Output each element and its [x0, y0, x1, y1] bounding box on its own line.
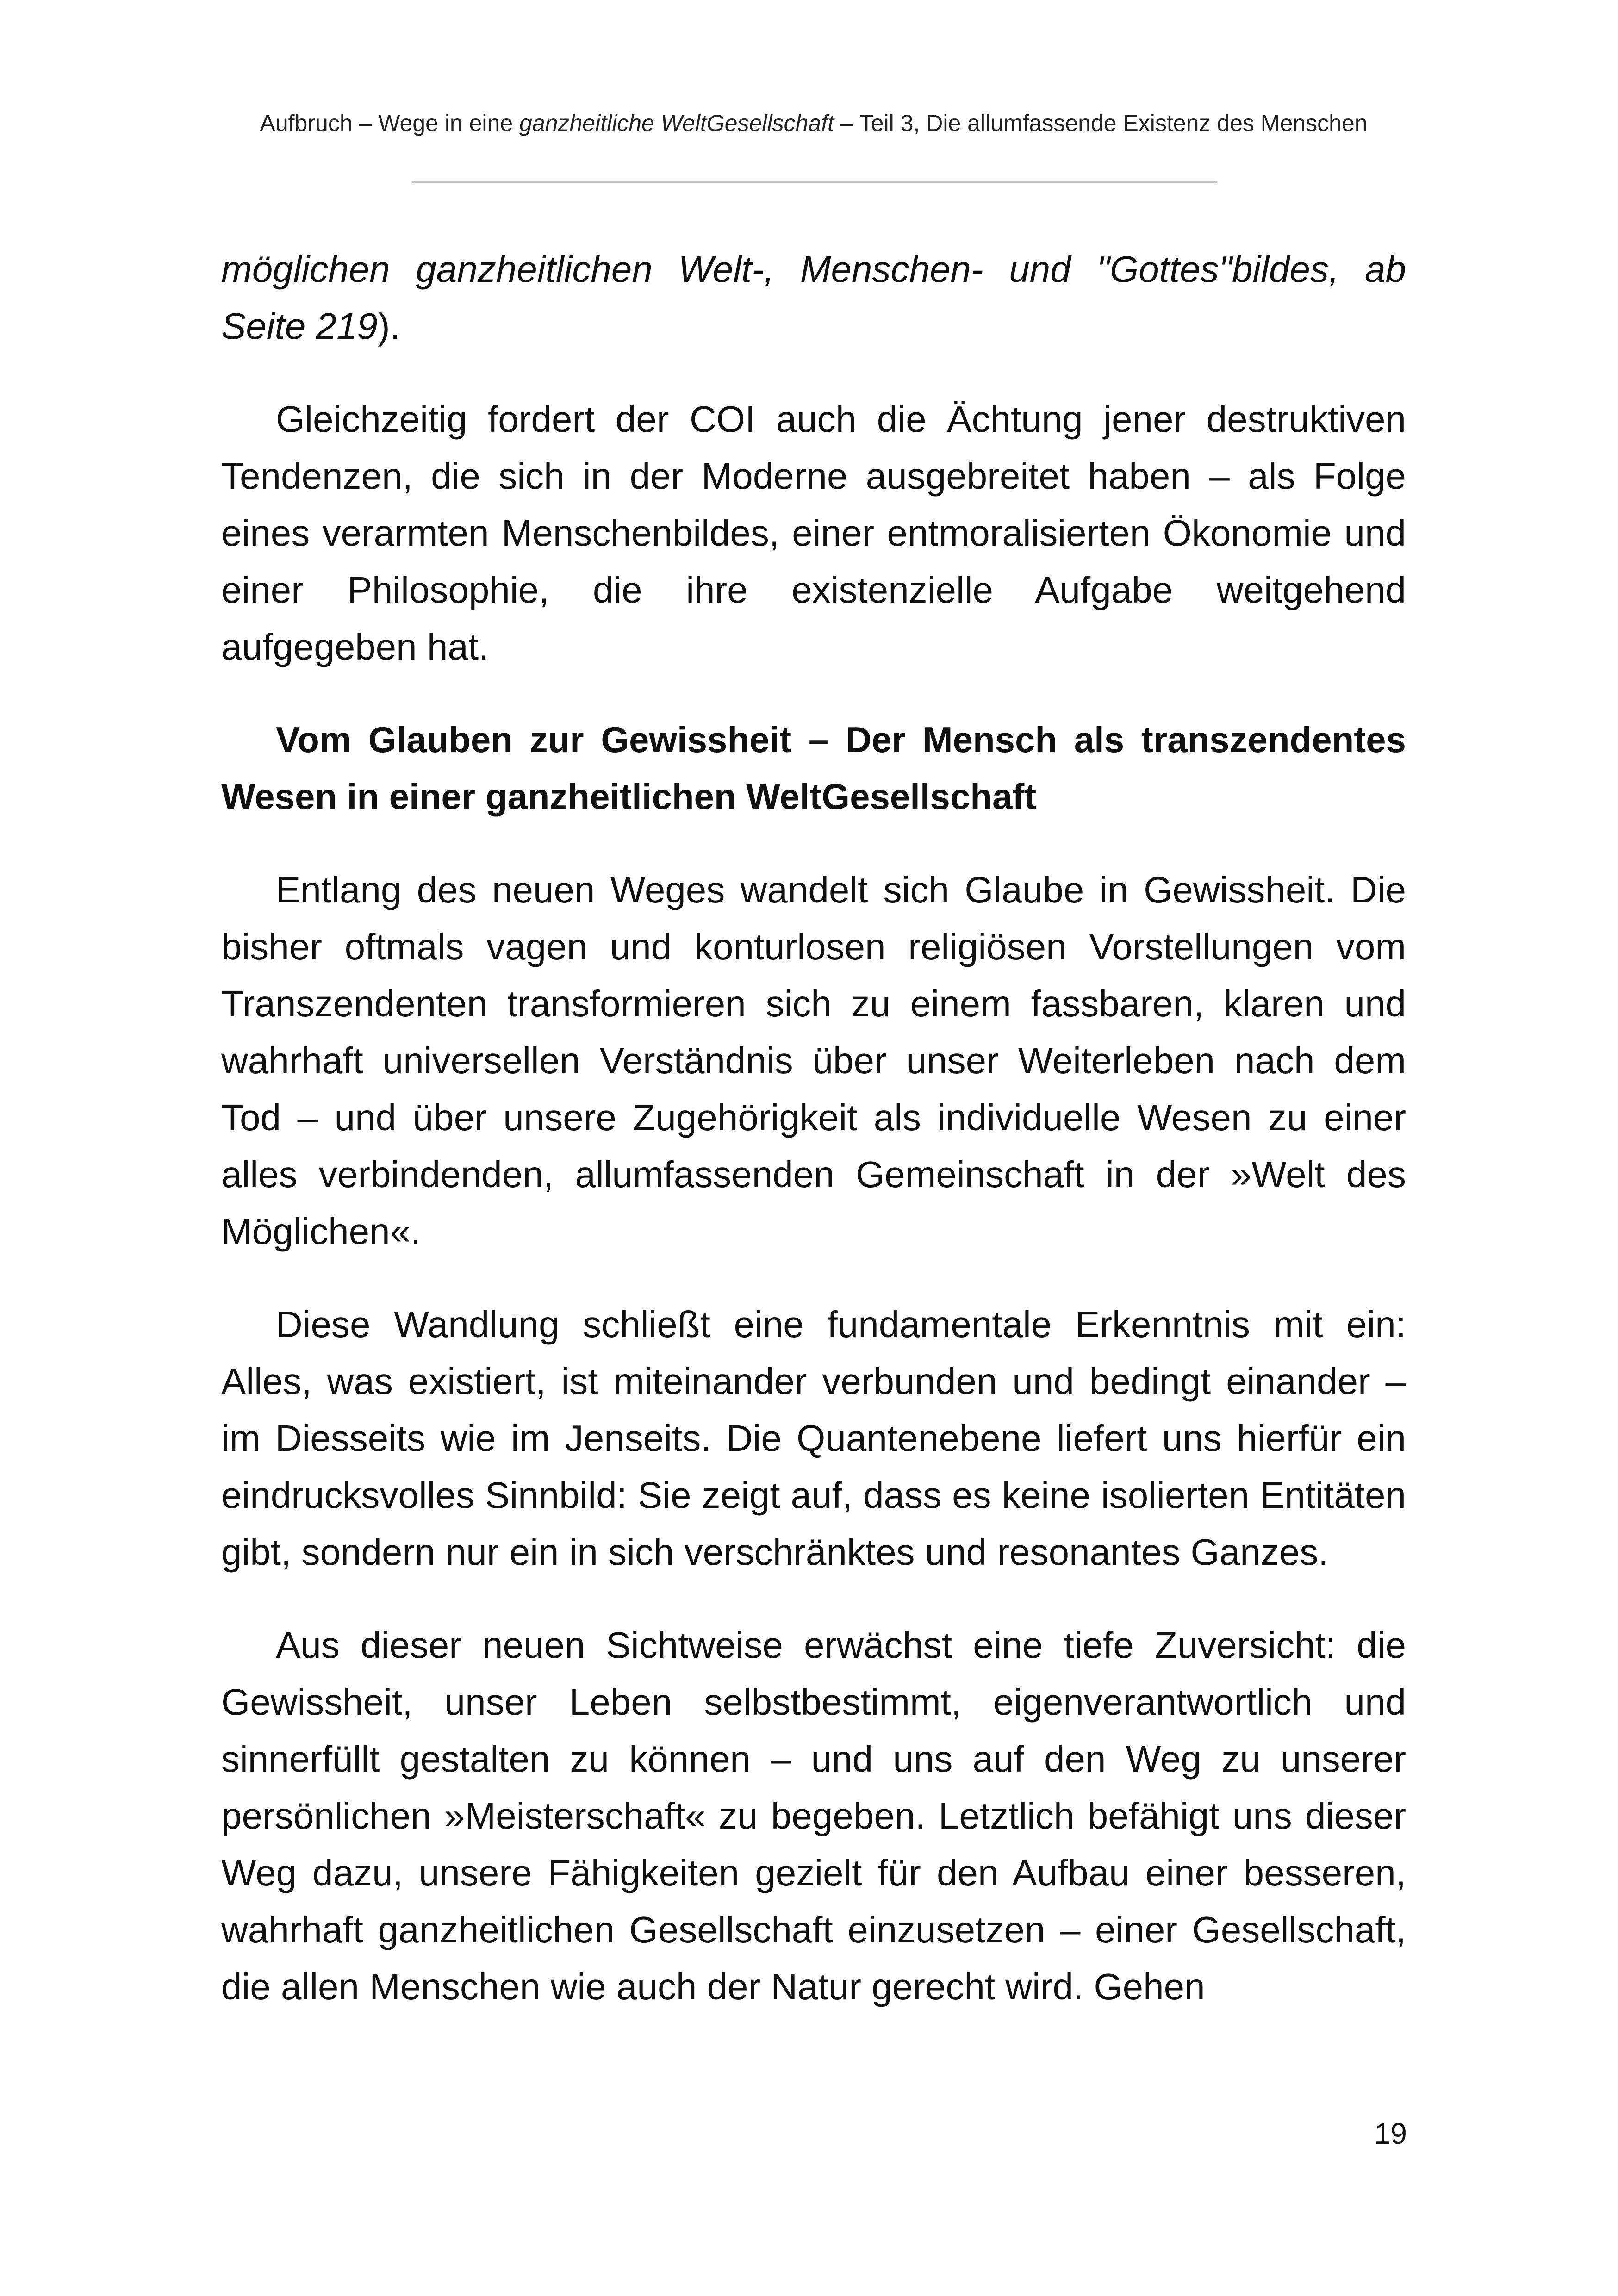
paragraph-1: Gleichzeitig fordert der COI auch die Ächtung jener destruktiven Tendenzen, die sich in der Moderne ausgebreitet haben – als Folge eines verarmten Menschenbildes, einer entmoralisierten Ökonomie und einer Philosophie, die ihre existenzielle Aufgabe weitgehend aufgegeben hat. — [221, 398, 1406, 667]
page-number: 19 — [1374, 2117, 1407, 2150]
continuation-paragraph — [221, 241, 1406, 355]
page-body — [221, 241, 1406, 2051]
continuation-italic-text: möglichen ganzheitlichen Welt-, Menschen- und "Gottes"bildes, ab Seite 219 — [221, 249, 1406, 347]
running-header-suffix: – Teil 3, Die allumfassende Existenz des Menschen — [834, 110, 1368, 136]
section-heading: Vom Glauben zur Gewissheit – Der Mensch als transzendentes Wesen in einer ganzheitlichen WeltGesellschaft — [221, 719, 1406, 817]
running-header-prefix: Aufbruch – Wege in eine — [260, 110, 520, 136]
paragraph-2: Entlang des neuen Weges wandelt sich Glaube in Gewissheit. Die bisher oftmals vagen und konturlosen religiösen Vorstellungen vom Transzendenten transformieren sich zu einem fassbaren, klaren und wahrhaft universellen Verständnis über unser Weiterleben nach dem Tod – und über unsere Zugehörigkeit als individuelle Wesen zu einer alles verbindenden, allumfassenden Gemeinschaft in der »Welt des Möglichen«. — [221, 869, 1406, 1252]
paragraph-4: Aus dieser neuen Sichtweise erwächst eine tiefe Zuversicht: die Gewissheit, unser Leben selbstbestimmt, eigenverantwortlich und sinnerfüllt gestalten zu können – und uns auf den Weg zu unserer persönlichen »Meisterschaft« zu begeben. Letztlich befähigt uns dieser Weg dazu, unsere Fähigkeiten gezielt für den Aufbau einer besseren, wahrhaft ganzheitlichen Gesellschaft einzusetzen – einer Gesellschaft, die allen Menschen wie auch der Natur gerecht wird. Gehen — [221, 1624, 1406, 2007]
header-divider — [412, 181, 1217, 183]
running-header — [221, 109, 1406, 137]
paragraph-3: Diese Wandlung schließt eine fundamentale Erkenntnis mit ein: Alles, was existiert, ist miteinander verbunden und bedingt einander – im Diesseits wie im Jenseits. Die Quantenebene liefert uns hierfür ein eindrucksvolles Sinnbild: Sie zeigt auf, dass es keine isolierten Entitäten gibt, sondern nur ein in sich verschränktes und resonantes Ganzes. — [221, 1304, 1406, 1573]
continuation-tail: ). — [378, 305, 400, 347]
running-header-italic: ganzheitliche WeltGesellschaft — [519, 110, 834, 136]
